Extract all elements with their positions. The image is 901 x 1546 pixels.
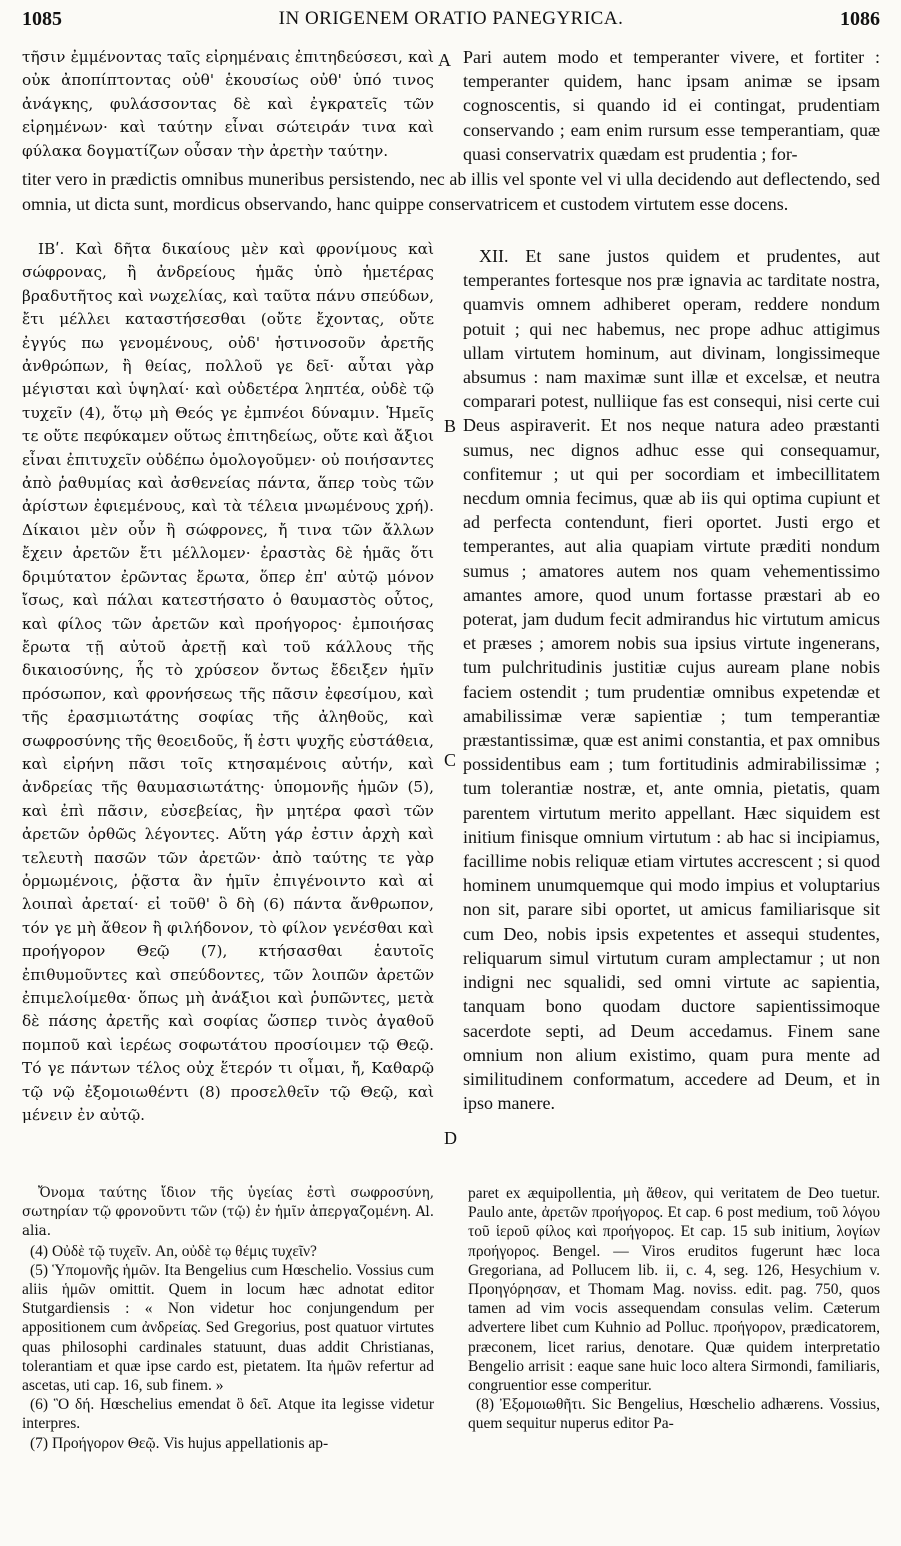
- page-number-right: 1086: [840, 8, 880, 30]
- latin-top-paragraph: [463, 45, 880, 166]
- running-header: [22, 8, 880, 34]
- footnotes-right-column: [468, 1184, 880, 1434]
- footnote-7: (7) Προήγορον Θεῷ. Vis hujus appellationis ap-: [30, 1434, 329, 1452]
- margin-marker-a: A: [438, 50, 451, 70]
- latin-top-text: Pari autem modo et temperanter vivere, et fortiter : temperanter quidem, hanc ipsam animæ se ipsam cognoscentis, si quando id ei contingat, prudentiam conservando ; eam enim rursum esse temperantiam, quæ quasi conservatrix quædam est prudentia ; for-: [463, 47, 880, 164]
- margin-marker-b: B: [444, 416, 457, 436]
- greek-main-text: ΙΒʹ. Καὶ δῆτα δικαίους μὲν καὶ φρονίμους καὶ σώφρονας, ἢ ἀνδρείους ἡμᾶς ὑπὸ ἡμετέρας βραδυτῆτος καὶ νωχελίας, καὶ ταῦτα πάνυ σπεύδων, ἔτι μέλλει καταστήσεσθαι (οὔτε ἔχοντας, οὔτε ἐγγύς πω γενομένους, οὐδ' ἡστινοσοῦν ἀρετῆς ἀνθρώπων, ἢ θείας, πολλοῦ γε δεῖ· αὗται γὰρ μέγισται καὶ ὑψηλαί· καὶ οὐδετέρα ληπτέα, οὐδὲ τῷ τυχεῖν (4), ὅτῳ μὴ Θεός γε ἐμπνέοι δύναμιν. Ἡμεῖς τε οὔτε πεφύκαμεν οὕτως ἐπιτηδείως, οὔτε καὶ ἄξιοι εἶναι ἐπιτυχεῖν οὐδέπω ὁμολογοῦμεν· οὐ ποιήσαντες ἀπὸ ῥαθυμίας καὶ ἀσθενείας πάντα, ἅπερ τοὺς τῶν ἀρίστων ἐφιεμένους, καὶ τὰ τέλεια μνωμένους χρή). Δίκαιοι μὲν οὖν ἢ σώφρονες, ἤ τινα τῶν ἄλλων ἔχειν ἀρετῶν ἔτι μέλλομεν· ἐραστὰς δὲ ἡμᾶς ὅτι δριμύτατον ἐρῶντας ἔρωτα, ὅπερ ἐπ' αὐτῷ μόνον ἴσως, καὶ πάλαι κατεστήσατο ὁ θαυμαστὸς οὗτος, καὶ φίλος τῶν ἀρετῶν καὶ προήγορος· ἐμποιήσας ἔρωτα τῇ αὐτοῦ ἀρετῇ καὶ τοῦ κάλλους τῆς δικαιοσύνης, ἧς τὸ χρύσεον ὄντως ἔδειξεν ἡμῖν πρόσωπον, καὶ φρονήσεως τῆς πᾶσιν ἐφεσίμου, καὶ τῆς ἐρασμιωτάτης σοφίας τῆς ἀληθοῦς, καὶ σωφροσύνης τῆς θεοειδοῦς, ἥ ἐστι ψυχῆς εὐστάθεια, καὶ εἰρήνη πᾶσι τοῖς κτησαμένοις αὐτήν, καὶ ἀνδρείας τῆς θαυμασιωτάτης· ὑπομονῆς ἡμῶν (5), καὶ ἐπὶ πᾶσιν, εὐσεβείας, ἣν μητέρα φασὶ τῶν ἀρετῶν ὀρθῶς λέγοντες. Αὕτη γάρ ἐστιν ἀρχὴ καὶ τελευτὴ πασῶν τῶν ἀρετῶν· ἀπὸ ταύτης τε γὰρ ὁρμωμένοις, ῥᾷστα ἂν ἡμῖν ἐπιγένοιντο καὶ αἱ λοιπαὶ ἀρεταί· εἰ τοῦθ' ὃ δὴ (6) πάντα ἄνθρωπον, τόν γε μὴ ἄθεον ἢ φιλήδονον, τὸ φίλον γενέσθαι καὶ προήγορον Θεῷ (7), κτήσασθαι ἑαυτοῖς ἐπιθυμοῦντες καὶ σπεύδοντες, τῶν λοιπῶν ἀρετῶν ἐπιμελοίμεθα· ὅπως μὴ ἀνάξιοι καὶ ῥυπῶντες, μετὰ δὲ πάσης ἀρετῆς καὶ σοφίας ὥσπερ τινὸς ἀγαθοῦ πομποῦ καὶ ἱερέως σοφωτάτου προσίοιμεν τῷ Θεῷ. Τό γε πάντων τέλος οὐχ ἕτερόν τι οἶμαι, ἤ, Καθαρῷ τῷ νῷ ἐξομοιωθέντι (8) προσελθεῖν τῷ Θεῷ, καὶ μένειν ἐν αὐτῷ.: [22, 240, 434, 1125]
- latin-full-text: titer vero in prædictis omnibus muneribus persistendo, nec ab illis vel sponte vel vi ulla decidendo aut deflectendo, sed omnia, ut dicta sunt, mordicus observando, hanc quippe conservatricem et custodem virtutem esse docens.: [22, 169, 880, 214]
- greek-top-text: τῆσιν ἐμμένοντας ταῖς εἰρημέναις ἐπιτηδεύσεσι, καὶ οὐκ ἀποπίπτοντας οὐθ' ἑκουσίως οὐθ' ὑπό τινος ἀνάγκης, φυλάσσοντας δὲ καὶ ἐγκρατεῖς τῶν εἰρημένων· καὶ ταύτην εἶναι σώτειράν τινα καὶ φύλακα δογματίζων οὖσαν τὴν ἀρετὴν ταύτην.: [22, 48, 434, 160]
- latin-main-text: XII. Et sane justos quidem et prudentes, aut temperantes fortesque nos præ ignavia ac tarditate nostra, quamvis omnem adhiberet operam, reddere nondum potuit ; qui nec habemus, nec prope adhuc attigimus ullam virtutem hominum, aut divinam, longissimeque absumus : nam maximæ sunt illæ et excelsæ, et neutra comparari potest, nulliique fas est consequi, nisi certe cui Deus aspiraverit. Et nos neque natura adeo præstanti sumus, nec dignos adhuc esse qui consequamur, confitemur ; ut qui per socordiam et imbecillitatem necdum omnia fecimus, quæ ab iis qui optima cupiunt et ad perfecta contendunt, fieri oportet. Justi ergo et temperantes, aut alia quapiam virtute præditi nondum sumus ; amatores autem nos quam vehementissimo amantes amore, quod unum fortasse præstari ab eo poterat, jam dudum fecit admirandus hic virtutum amicus et præses ; amorem nobis sua ipsius virtute ingenerans, tum pulchritudinis justitiæ cujus auream plane nobis faciem ostendit ; tum prudentiæ omnibus expetendæ et amabilissimæ veræ sapientiæ ; tum temperantiæ præstantissimæ, quæ est animi constantia, et pax omnibus possidentibus eam ; tum fortitudinis admirabilissimæ ; tum tolerantiæ nostræ, et, ante omnia, pietatis, quam parentem virtutum merito appellant. Hæc siquidem est initium finisque omnium virtutum : ab hac si incipiamus, facillime nobis reliquæ etiam virtutes accrescent ; si quod hominem unumquemque qui modo impius et voluptarius non sit, parare sibi oportet, ut amicus familiarisque sit cum Deo, nobis ipsis expetentes et assequi studentes, reliquarum simul virtutum curam amplectamur ; ut non indigni nec squalidi, sed omni virtute ac sapientia, tanquam bono quodam ductore sapientissimoque sacerdote septi, ad Deum accedamus. Finem sane omnium non alium existimo, quam pura mente ad similitudinem conformatum, accedere ad Deum, et in ipso manere.: [463, 246, 880, 1114]
- greek-main-column: [22, 238, 434, 1127]
- page-number-left: 1085: [22, 8, 62, 30]
- footnote-5: (5) Ὑπομονῆς ἡμῶν. Ita Bengelius cum Hœschelio. Vossius cum aliis ἡμῶν omittit. Quem in locum hæc adnotat editor Stutgardiensis : « Non videtur hoc conjungendum per appositionem cum ἀνδρείας. Sed Gregorius, post quatuor virtutes quas philosophi cardinales statuunt, duas addit Christianas, tolerantiam et quæ ipse cardo est, pietatem. Ita ἡμῶν refertur ad ascetas, uti cap. 16, sub finem. »: [22, 1261, 434, 1395]
- footnotes-left-column: [22, 1184, 434, 1453]
- footnote-7-continued: paret ex æquipollentia, μὴ ἄθεον, qui veritatem de Deo tuetur. Paulo ante, ἀρετῶν προήγορος. Et cap. 6 post medium, τοῦ λόγου τοῦ ἱεροῦ φίλος καὶ προήγορος. Et cap. 15 sub initium, λογίων προήγορος. Bengel. — Viros eruditos fugerunt hæc loca Gregoriana, ad Pollucem lib. ii, c. 4, seg. 126, Hesychium v. Προηγόρησαν, et Thomam Mag. noviss. edit. pag. 750, quos tamen ad vim vocis assequendam consulas velim. Cæterum advertere libet cum Kuhnio ad Polluc. προήγορον, prædicatorem, præconem, licet rarius, denotare. Quæ quidem interpretatio Bengelio arrisit : eaque sane huic loco altera Sirmondi, familiaris, congruentior esse comperitur.: [468, 1185, 880, 1395]
- latin-main-column: [463, 244, 880, 1115]
- footnote-8: (8) Ἐξομοιωθῆτι. Sic Bengelius, Hœschelio adhærens. Vossius, quem sequitur nuperus editor Pa-: [468, 1396, 880, 1433]
- footnote-4: (4) Οὐδὲ τῷ τυχεῖν. An, οὐδὲ τῳ θέμις τυχεῖν?: [30, 1242, 317, 1260]
- greek-top-paragraph: [22, 46, 434, 163]
- running-title: IN ORIGENEM ORATIO PANEGYRICA.: [278, 8, 624, 29]
- margin-marker-d: D: [444, 1128, 457, 1148]
- footnote-left-0: Ὄνομα ταύτης ἴδιον τῆς ὑγείας ἐστὶ σωφροσύνη, σωτηρίαν τῷ φρονοῦντι τῶν (τῷ) ἐν ἡμῖν ἀπεργαζομένη. Al. alia.: [22, 1185, 434, 1240]
- footnote-6: (6) Ὃ δή. Hœschelius emendat ὃ δεῖ. Atque ita legisse videtur interpres.: [22, 1396, 434, 1433]
- margin-marker-c: C: [444, 750, 457, 770]
- latin-full-width-paragraph: [22, 167, 880, 216]
